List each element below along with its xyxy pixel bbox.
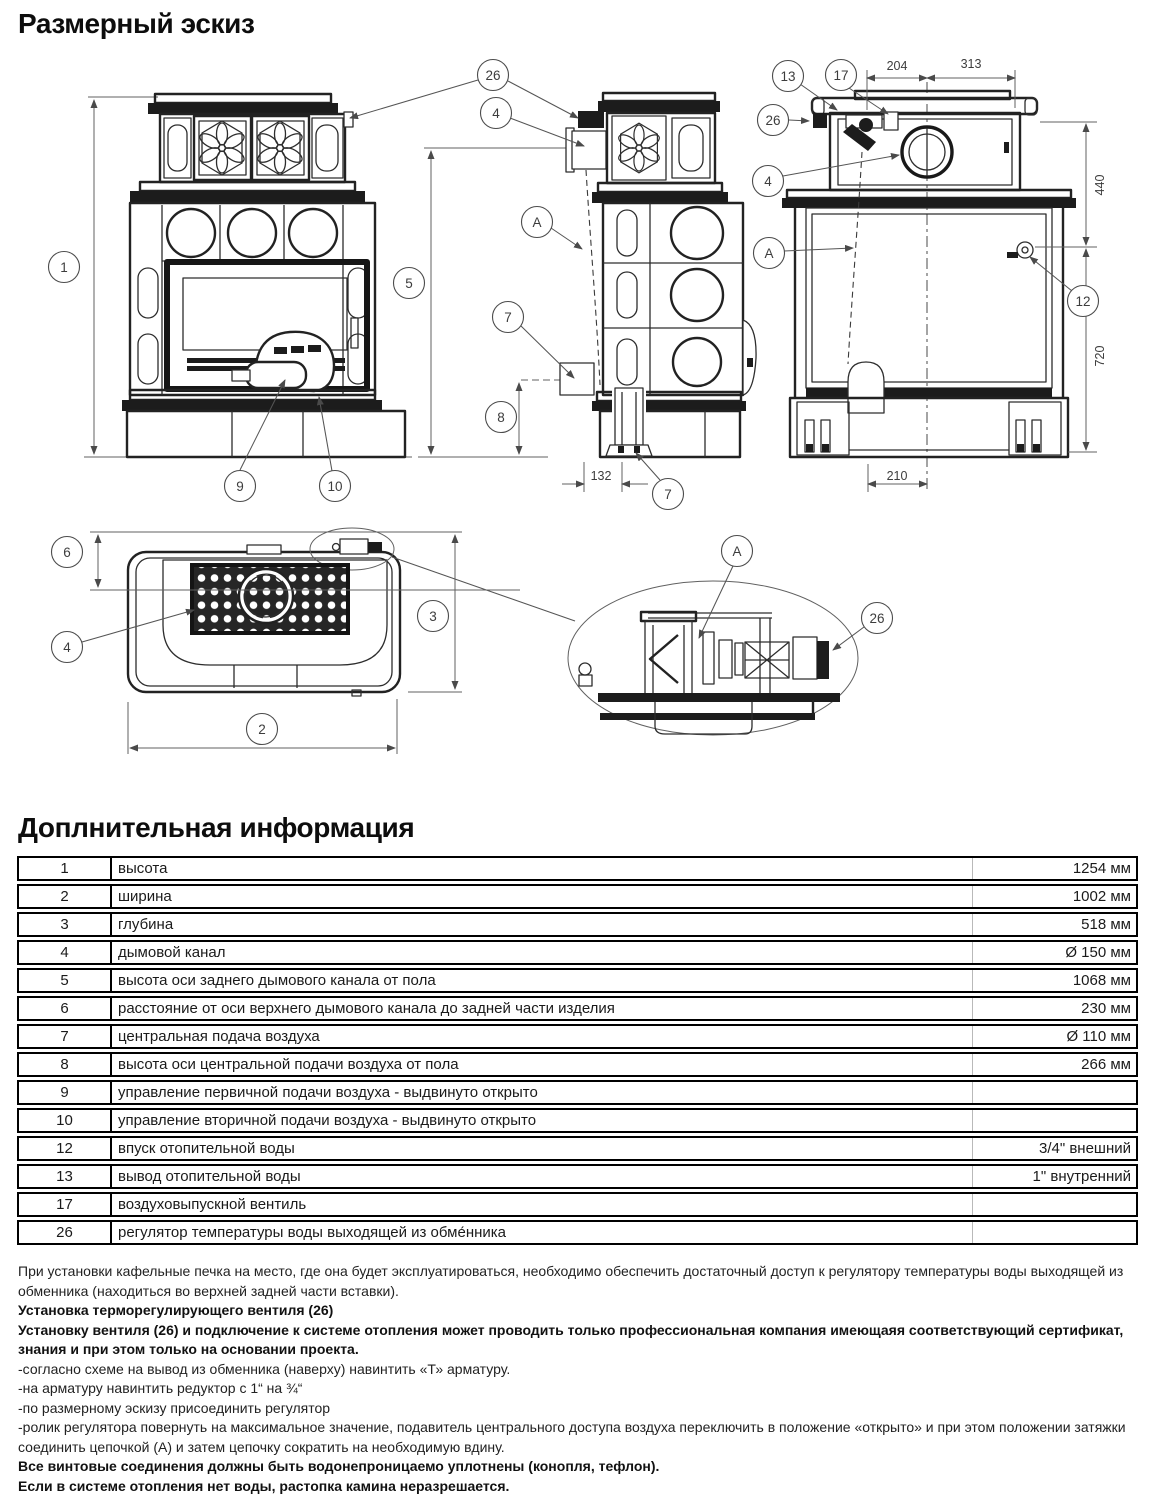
- callout-12-label: 12: [1075, 294, 1091, 309]
- row-label: дымовой канал: [118, 944, 226, 961]
- note-paragraph: Все винтовые соединения должны быть водонепроницаемо уплотнены (конопля, тефлон).: [18, 1458, 660, 1474]
- callout-A-label: A: [764, 246, 774, 261]
- row-value: 1" внутренний: [972, 1166, 1136, 1187]
- dim-210-label: 210: [886, 469, 908, 483]
- callout-26-detail: [862, 603, 893, 634]
- callout-9-label: 9: [236, 479, 244, 494]
- callout-26-label: 26: [765, 113, 781, 128]
- table-row: [17, 1164, 1138, 1189]
- row-value: 3/4" внешний: [972, 1138, 1136, 1159]
- row-value: 1068 мм: [972, 970, 1136, 991]
- row-label: воздуховыпускной вентиль: [118, 1196, 307, 1213]
- row-value: [972, 1222, 1136, 1243]
- top-view: [90, 528, 575, 754]
- callout-4-top: [481, 98, 512, 129]
- dim-720-label: 720: [1093, 345, 1107, 367]
- rear-view: [782, 57, 1107, 492]
- note-paragraph: Если в системе отопления нет воды, растопка камина неразрешается.: [18, 1477, 510, 1494]
- detail-view: [568, 581, 858, 735]
- row-label: управление вторичной подачи воздуха - выдвинуто открыто: [118, 1112, 537, 1129]
- row-number: 3: [19, 914, 112, 935]
- callout-4-rear: [753, 166, 784, 197]
- row-number: 17: [19, 1194, 112, 1215]
- callout-9: [225, 471, 256, 502]
- callout-1: [49, 252, 80, 283]
- table-row: [17, 968, 1138, 993]
- section-title-additional-info: Доплнительная информация: [18, 812, 415, 843]
- callout-4-label: 4: [492, 106, 500, 121]
- installation-notes: [18, 1262, 1140, 1496]
- table-row: [17, 1052, 1138, 1077]
- callout-26-label: 26: [869, 611, 885, 626]
- table-row: [17, 1080, 1138, 1105]
- table-row: [17, 1220, 1138, 1245]
- table-row: [17, 940, 1138, 965]
- table-row: [17, 996, 1138, 1021]
- row-value: Ø 110 мм: [972, 1026, 1136, 1047]
- callout-3: [418, 601, 449, 632]
- row-number: 13: [19, 1166, 112, 1187]
- callout-7-bottom: [653, 479, 684, 510]
- row-label: впуск отопительной воды: [118, 1140, 295, 1157]
- callout-2-label: 2: [258, 722, 266, 737]
- callout-26-label: 26: [485, 68, 501, 83]
- callout-8: [486, 402, 517, 433]
- callout-4-label: 4: [764, 174, 772, 189]
- row-value: [972, 1082, 1136, 1103]
- callout-2: [247, 714, 278, 745]
- note-paragraph: -на арматуру навинтить редуктор с 1“ на ¾“: [18, 1380, 303, 1396]
- callout-1-label: 1: [60, 260, 68, 275]
- dim-313-label: 313: [960, 57, 982, 71]
- callout-4-label: 4: [63, 640, 71, 655]
- callout-7-side: [493, 302, 524, 333]
- row-label: расстояние от оси верхнего дымового канала до задней части изделия: [118, 1000, 615, 1017]
- additional-info-table: [17, 856, 1138, 1248]
- side-view: [418, 93, 756, 492]
- callout-5: [394, 268, 425, 299]
- row-value: 518 мм: [972, 914, 1136, 935]
- note-paragraph: При установки кафельные печка на место, где она будет эксплуатироваться, необходимо обеспечить достаточный доступ к регулятору температуры воды выходящей из обменника (находиться во верхней задней части вставки).: [18, 1263, 1124, 1299]
- callout-A-label: A: [532, 215, 542, 230]
- row-label: ширина: [118, 888, 172, 905]
- callout-13-label: 13: [780, 69, 796, 84]
- row-label: высота оси заднего дымового канала от пола: [118, 972, 436, 989]
- note-paragraph: Установка терморегулирующего вентиля (26): [18, 1302, 334, 1318]
- front-view: [84, 94, 412, 457]
- row-number: 6: [19, 998, 112, 1019]
- table-row: [17, 1192, 1138, 1217]
- callout-A-side: [522, 207, 553, 238]
- row-value: [972, 1194, 1136, 1215]
- callout-4-topview: [52, 632, 83, 663]
- row-label: высота: [118, 860, 168, 877]
- callout-A-detail: [722, 536, 753, 567]
- callout-A-rear: [754, 238, 785, 269]
- callout-17-label: 17: [833, 68, 849, 83]
- row-number: 9: [19, 1082, 112, 1103]
- callout-17: [826, 60, 857, 91]
- row-value: 230 мм: [972, 998, 1136, 1019]
- row-number: 1: [19, 858, 112, 879]
- callout-26-top: [478, 60, 509, 91]
- note-paragraph: -по размерному эскизу присоединить регулятор: [18, 1399, 331, 1416]
- dim-204-label: 204: [886, 59, 908, 73]
- row-number: 2: [19, 886, 112, 907]
- table-row: [17, 1108, 1138, 1133]
- table-row: [17, 884, 1138, 909]
- table-row: [17, 912, 1138, 937]
- note-paragraph: Установку вентиля (26) и подключение к системе отопления может проводить только профессиональная компания имеющаяя соответствующий сертификат, знания и при этом только на основании проекта.: [18, 1321, 1124, 1357]
- page-title: Размерный эскиз: [18, 8, 255, 39]
- callout-A-label: A: [732, 544, 742, 559]
- callout-3-label: 3: [429, 609, 437, 624]
- callout-10-label: 10: [327, 479, 343, 494]
- table-row: [17, 1024, 1138, 1049]
- dim-132-label: 132: [590, 469, 612, 483]
- row-number: 7: [19, 1026, 112, 1047]
- callout-7-label: 7: [504, 310, 512, 325]
- row-value: 1002 мм: [972, 886, 1136, 907]
- table-row: [17, 856, 1138, 881]
- callout-6: [52, 537, 83, 568]
- note-paragraph: -ролик регулятора повернуть на максимальное значение, подавитель центрального доступа воздуха переключить в положение «открыто» и при этом положении затяжки соединить цепочкой (А) и затем цепочку сократить на необходимую вдину.: [18, 1419, 1126, 1455]
- dim-440-label: 440: [1093, 174, 1107, 196]
- row-number: 12: [19, 1138, 112, 1159]
- row-label: глубина: [118, 916, 174, 933]
- row-label: регулятор температуры воды выходящей из обме́нника: [118, 1224, 507, 1241]
- callout-6-label: 6: [63, 545, 71, 560]
- row-number: 8: [19, 1054, 112, 1075]
- row-label: вывод отопительной воды: [118, 1168, 301, 1185]
- row-number: 26: [19, 1222, 112, 1243]
- callout-10: [320, 471, 351, 502]
- callout-5-label: 5: [405, 276, 413, 291]
- row-label: управление первичной подачи воздуха - выдвинуто открыто: [118, 1084, 538, 1101]
- row-number: 5: [19, 970, 112, 991]
- row-value: Ø 150 мм: [972, 942, 1136, 963]
- row-label: центральная подача воздуха: [118, 1028, 320, 1045]
- row-number: 10: [19, 1110, 112, 1131]
- row-value: 1254 мм: [972, 858, 1136, 879]
- note-paragraph: -согласно схеме на вывод из обменника (наверху) навинтить «Т» арматуру.: [18, 1360, 511, 1377]
- callout-12: [1068, 286, 1099, 317]
- row-value: 266 мм: [972, 1054, 1136, 1075]
- row-number: 4: [19, 942, 112, 963]
- callout-7-label: 7: [664, 487, 672, 502]
- callout-13: [773, 61, 804, 92]
- callout-26-rear: [758, 105, 789, 136]
- callout-8-label: 8: [497, 410, 505, 425]
- row-label: высота оси центральной подачи воздуха от пола: [118, 1056, 459, 1073]
- table-row: [17, 1136, 1138, 1161]
- row-value: [972, 1110, 1136, 1131]
